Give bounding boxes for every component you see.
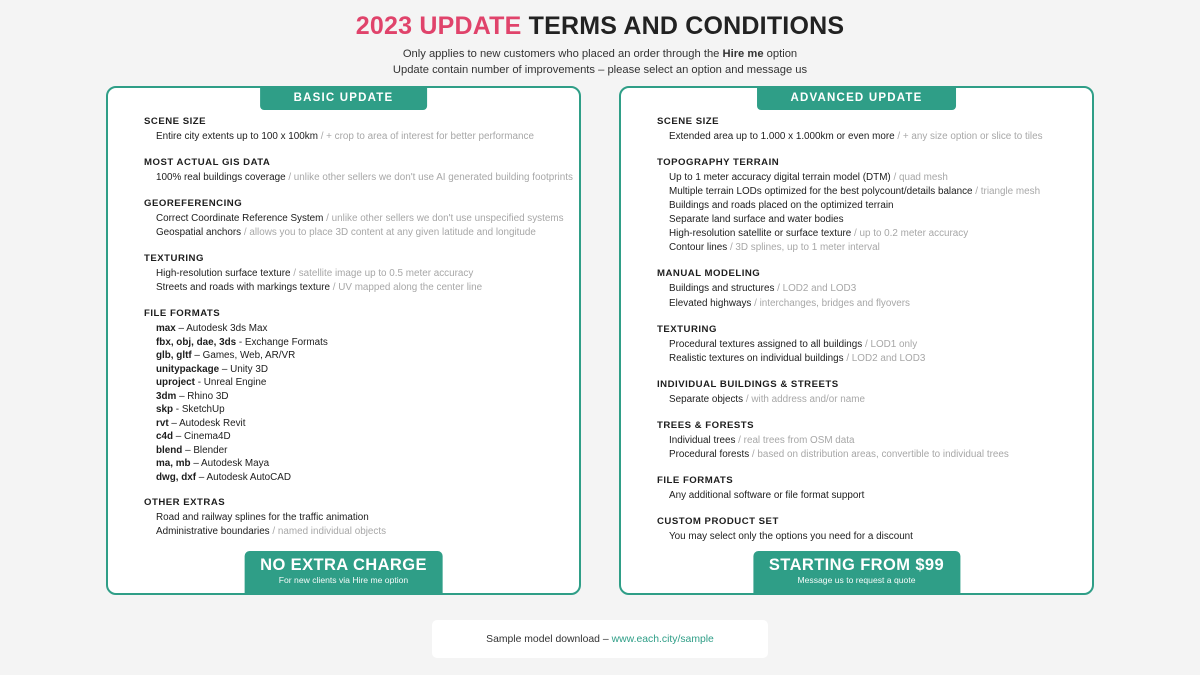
row-text: Procedural forests: [669, 448, 750, 460]
section-title: TEXTURING: [144, 253, 204, 265]
row-note: / named individual objects: [272, 526, 387, 538]
row-text: - Exchange Formats: [238, 336, 328, 348]
row-label: glb, gltf: [156, 350, 192, 362]
row-text: – Games, Web, AR/VR: [194, 350, 296, 362]
row-text: Procedural textures assigned to all buildings: [669, 338, 863, 350]
row-text: – Autodesk AutoCAD: [198, 471, 292, 483]
page-title-rest: TERMS AND CONDITIONS: [528, 12, 845, 40]
row-note: / satellite image up to 0.5 meter accuracy: [293, 268, 474, 280]
section-title: SCENE SIZE: [144, 116, 207, 127]
advanced-sections: [657, 116, 1070, 544]
list-item: [144, 417, 557, 430]
row-note: / LOD2 and LOD3: [846, 352, 926, 364]
row-text: Geospatial anchors: [156, 227, 242, 239]
list-item: [657, 199, 1070, 213]
row-label: fbx, obj, dae, 3ds: [156, 336, 237, 348]
row-text: Separate objects: [669, 393, 744, 405]
list-item: [657, 241, 1070, 255]
section-title: TREES & FORESTS: [657, 419, 755, 431]
header-subline-1: [0, 46, 1200, 62]
row-text: You may select only the options you need for a discount: [669, 530, 913, 542]
row-text: Any additional software or file format support: [669, 489, 865, 501]
row-label: dwg, dxf: [156, 471, 197, 483]
section-title: GEOREFERENCING: [144, 198, 243, 210]
list-item: [657, 130, 1070, 144]
row-note: / unlike other sellers we don't use AI generated building footprints: [288, 172, 573, 184]
section-title: FILE FORMATS: [144, 308, 221, 320]
list-item: [657, 489, 1070, 503]
row-text: Individual trees: [669, 434, 736, 446]
section-file-formats: [144, 308, 557, 484]
header-subline-1-pre: Only applies to new customers who placed an order through the: [402, 47, 720, 60]
list-item: [657, 448, 1070, 462]
section-custom-product-set: [657, 516, 1070, 544]
row-note: / LOD2 and LOD3: [777, 283, 857, 295]
section-scene-size: [144, 116, 557, 144]
footer-bar: [432, 620, 768, 658]
row-note: / with address and/or name: [745, 393, 865, 405]
header-subline-1-bold: Hire me: [722, 47, 764, 60]
row-text: Contour lines: [669, 242, 728, 254]
list-item: [144, 171, 573, 185]
section-file-formats: [657, 475, 1070, 503]
list-item: [657, 352, 1070, 366]
list-item: [144, 471, 557, 484]
list-item: [144, 430, 557, 443]
row-text: – Autodesk 3ds Max: [178, 323, 268, 335]
list-item: [144, 281, 557, 295]
list-item: [657, 213, 1070, 227]
basic-price-note: For new clients via Hire me option: [278, 574, 409, 585]
list-item: [657, 393, 1070, 407]
list-item: [657, 297, 1070, 311]
section-trees-forests: [657, 420, 1070, 462]
row-text: – Unity 3D: [221, 363, 268, 375]
list-item: [144, 511, 557, 525]
row-note: / based on distribution areas, convertible to individual trees: [751, 448, 1009, 460]
list-item: [144, 336, 557, 349]
section-texturing: [144, 253, 557, 295]
list-item: [144, 390, 557, 403]
row-note: / 3D splines, up to 1 meter interval: [729, 242, 880, 254]
row-text: Road and railway splines for the traffic animation: [156, 512, 369, 523]
section-title: CUSTOM PRODUCT SET: [657, 515, 779, 527]
list-item: [657, 530, 1070, 544]
list-item: [657, 227, 1070, 241]
section-title: TOPOGRAPHY TERRAIN: [657, 157, 780, 169]
list-item: [657, 185, 1070, 199]
section-gis-data: [144, 157, 573, 185]
section-title: MANUAL MODELING: [657, 268, 761, 280]
header-subline-1-post: option: [766, 47, 798, 60]
row-text: Entire city extents up to 100 x 100km: [156, 131, 318, 142]
section-texturing: [657, 324, 1070, 366]
basic-price-ribbon: [244, 551, 443, 593]
section-georeferencing: [144, 198, 564, 240]
section-individual-buildings-streets: [657, 379, 1070, 407]
page-header: [0, 0, 1200, 78]
section-title: SCENE SIZE: [657, 116, 720, 127]
row-text: Realistic textures on individual buildings: [669, 352, 844, 364]
list-item: [657, 282, 1070, 296]
row-note: / LOD1 only: [864, 338, 918, 350]
row-text: High-resolution satellite or surface texture: [669, 228, 852, 240]
row-text: Streets and roads with markings texture: [156, 282, 330, 294]
row-label: ma, mb: [156, 458, 191, 470]
basic-sections: [144, 116, 573, 539]
list-item: [144, 376, 557, 389]
header-subline-2: Update contain number of improvements – please select an option and message us: [392, 63, 808, 76]
row-label: skp: [156, 404, 174, 416]
section-scene-size: [657, 116, 1070, 144]
row-text: 100% real buildings coverage: [156, 172, 286, 184]
row-text: – Rhino 3D: [179, 390, 229, 402]
row-text: High-resolution surface texture: [156, 268, 291, 280]
list-item: [144, 363, 557, 376]
section-title: TEXTURING: [657, 323, 717, 335]
row-note: / UV mapped along the center line: [332, 282, 483, 294]
row-text: Elevated highways: [669, 297, 752, 309]
row-text: Multiple terrain LODs optimized for the best polycount/details balance: [669, 186, 973, 198]
row-label: unitypackage: [156, 363, 220, 375]
plan-cards: [0, 86, 1200, 595]
section-title: OTHER EXTRAS: [144, 497, 226, 508]
row-note: / interchanges, bridges and flyovers: [754, 297, 910, 309]
section-title: FILE FORMATS: [657, 474, 734, 486]
list-item: [144, 226, 557, 240]
advanced-update-badge: ADVANCED UPDATE: [757, 87, 957, 110]
row-note: / up to 0.2 meter accuracy: [853, 228, 969, 240]
list-item: [144, 457, 557, 470]
row-note: / triangle mesh: [975, 186, 1041, 198]
list-item: [144, 525, 557, 539]
list-item: [144, 403, 557, 416]
section-title: MOST ACTUAL GIS DATA: [144, 157, 271, 169]
row-text: - Unreal Engine: [197, 377, 267, 389]
advanced-update-card: [619, 86, 1094, 595]
row-label: blend: [156, 444, 183, 456]
basic-price: NO EXTRA CHARGE: [260, 555, 427, 574]
footer-text: Sample model download –: [486, 633, 609, 645]
row-label: uproject: [156, 377, 195, 389]
row-text: – Cinema4D: [175, 431, 231, 443]
row-text: Extended area up to 1.000 x 1.000km or even more: [669, 131, 895, 142]
section-topography-terrain: [657, 157, 1070, 255]
list-item: [144, 267, 557, 281]
row-text: Administrative boundaries: [156, 526, 270, 538]
list-item: [657, 338, 1070, 352]
row-text: Correct Coordinate Reference System: [156, 213, 324, 225]
list-item: [144, 349, 557, 362]
row-text: – Autodesk Maya: [193, 458, 270, 470]
basic-update-card: [106, 86, 581, 595]
list-item: [657, 434, 1070, 448]
page-title: [0, 13, 1200, 41]
row-text: – Blender: [185, 444, 228, 456]
row-text: Buildings and roads placed on the optimized terrain: [669, 200, 894, 212]
header-subtitle: [0, 46, 1200, 78]
row-text: Up to 1 meter accuracy digital terrain model (DTM): [669, 172, 891, 184]
row-label: c4d: [156, 431, 174, 443]
row-note: / allows you to place 3D content at any given latitude and longitude: [243, 227, 536, 239]
list-item: [657, 171, 1070, 185]
list-item: [144, 212, 564, 226]
section-title: INDIVIDUAL BUILDINGS & STREETS: [657, 378, 839, 390]
advanced-price: STARTING FROM $99: [768, 555, 945, 574]
row-label: 3dm: [156, 390, 177, 402]
advanced-price-ribbon: [753, 551, 960, 593]
basic-update-badge: BASIC UPDATE: [260, 87, 428, 110]
row-note: / real trees from OSM data: [738, 434, 855, 446]
row-label: rvt: [156, 417, 169, 429]
advanced-price-note: Message us to request a quote: [797, 574, 916, 585]
row-text: - SketchUp: [175, 404, 225, 416]
list-item: [144, 130, 557, 144]
row-note: / unlike other sellers we don't use unspecified systems: [326, 213, 564, 225]
sample-download-link[interactable]: www.each.city/sample: [611, 633, 714, 645]
list-item: [144, 322, 557, 335]
row-text: Buildings and structures: [669, 283, 775, 295]
list-item: [144, 444, 557, 457]
row-note: / + crop to area of interest for better performance: [320, 131, 534, 142]
row-note: / quad mesh: [893, 172, 948, 184]
row-label: max: [156, 323, 176, 335]
row-text: – Autodesk Revit: [171, 417, 246, 429]
section-other-extras: [144, 497, 557, 539]
section-manual-modeling: [657, 268, 1070, 310]
row-text: Separate land surface and water bodies: [669, 214, 844, 226]
row-note: / + any size option or slice to tiles: [897, 131, 1043, 142]
page-title-accent: 2023 UPDATE: [355, 12, 522, 40]
